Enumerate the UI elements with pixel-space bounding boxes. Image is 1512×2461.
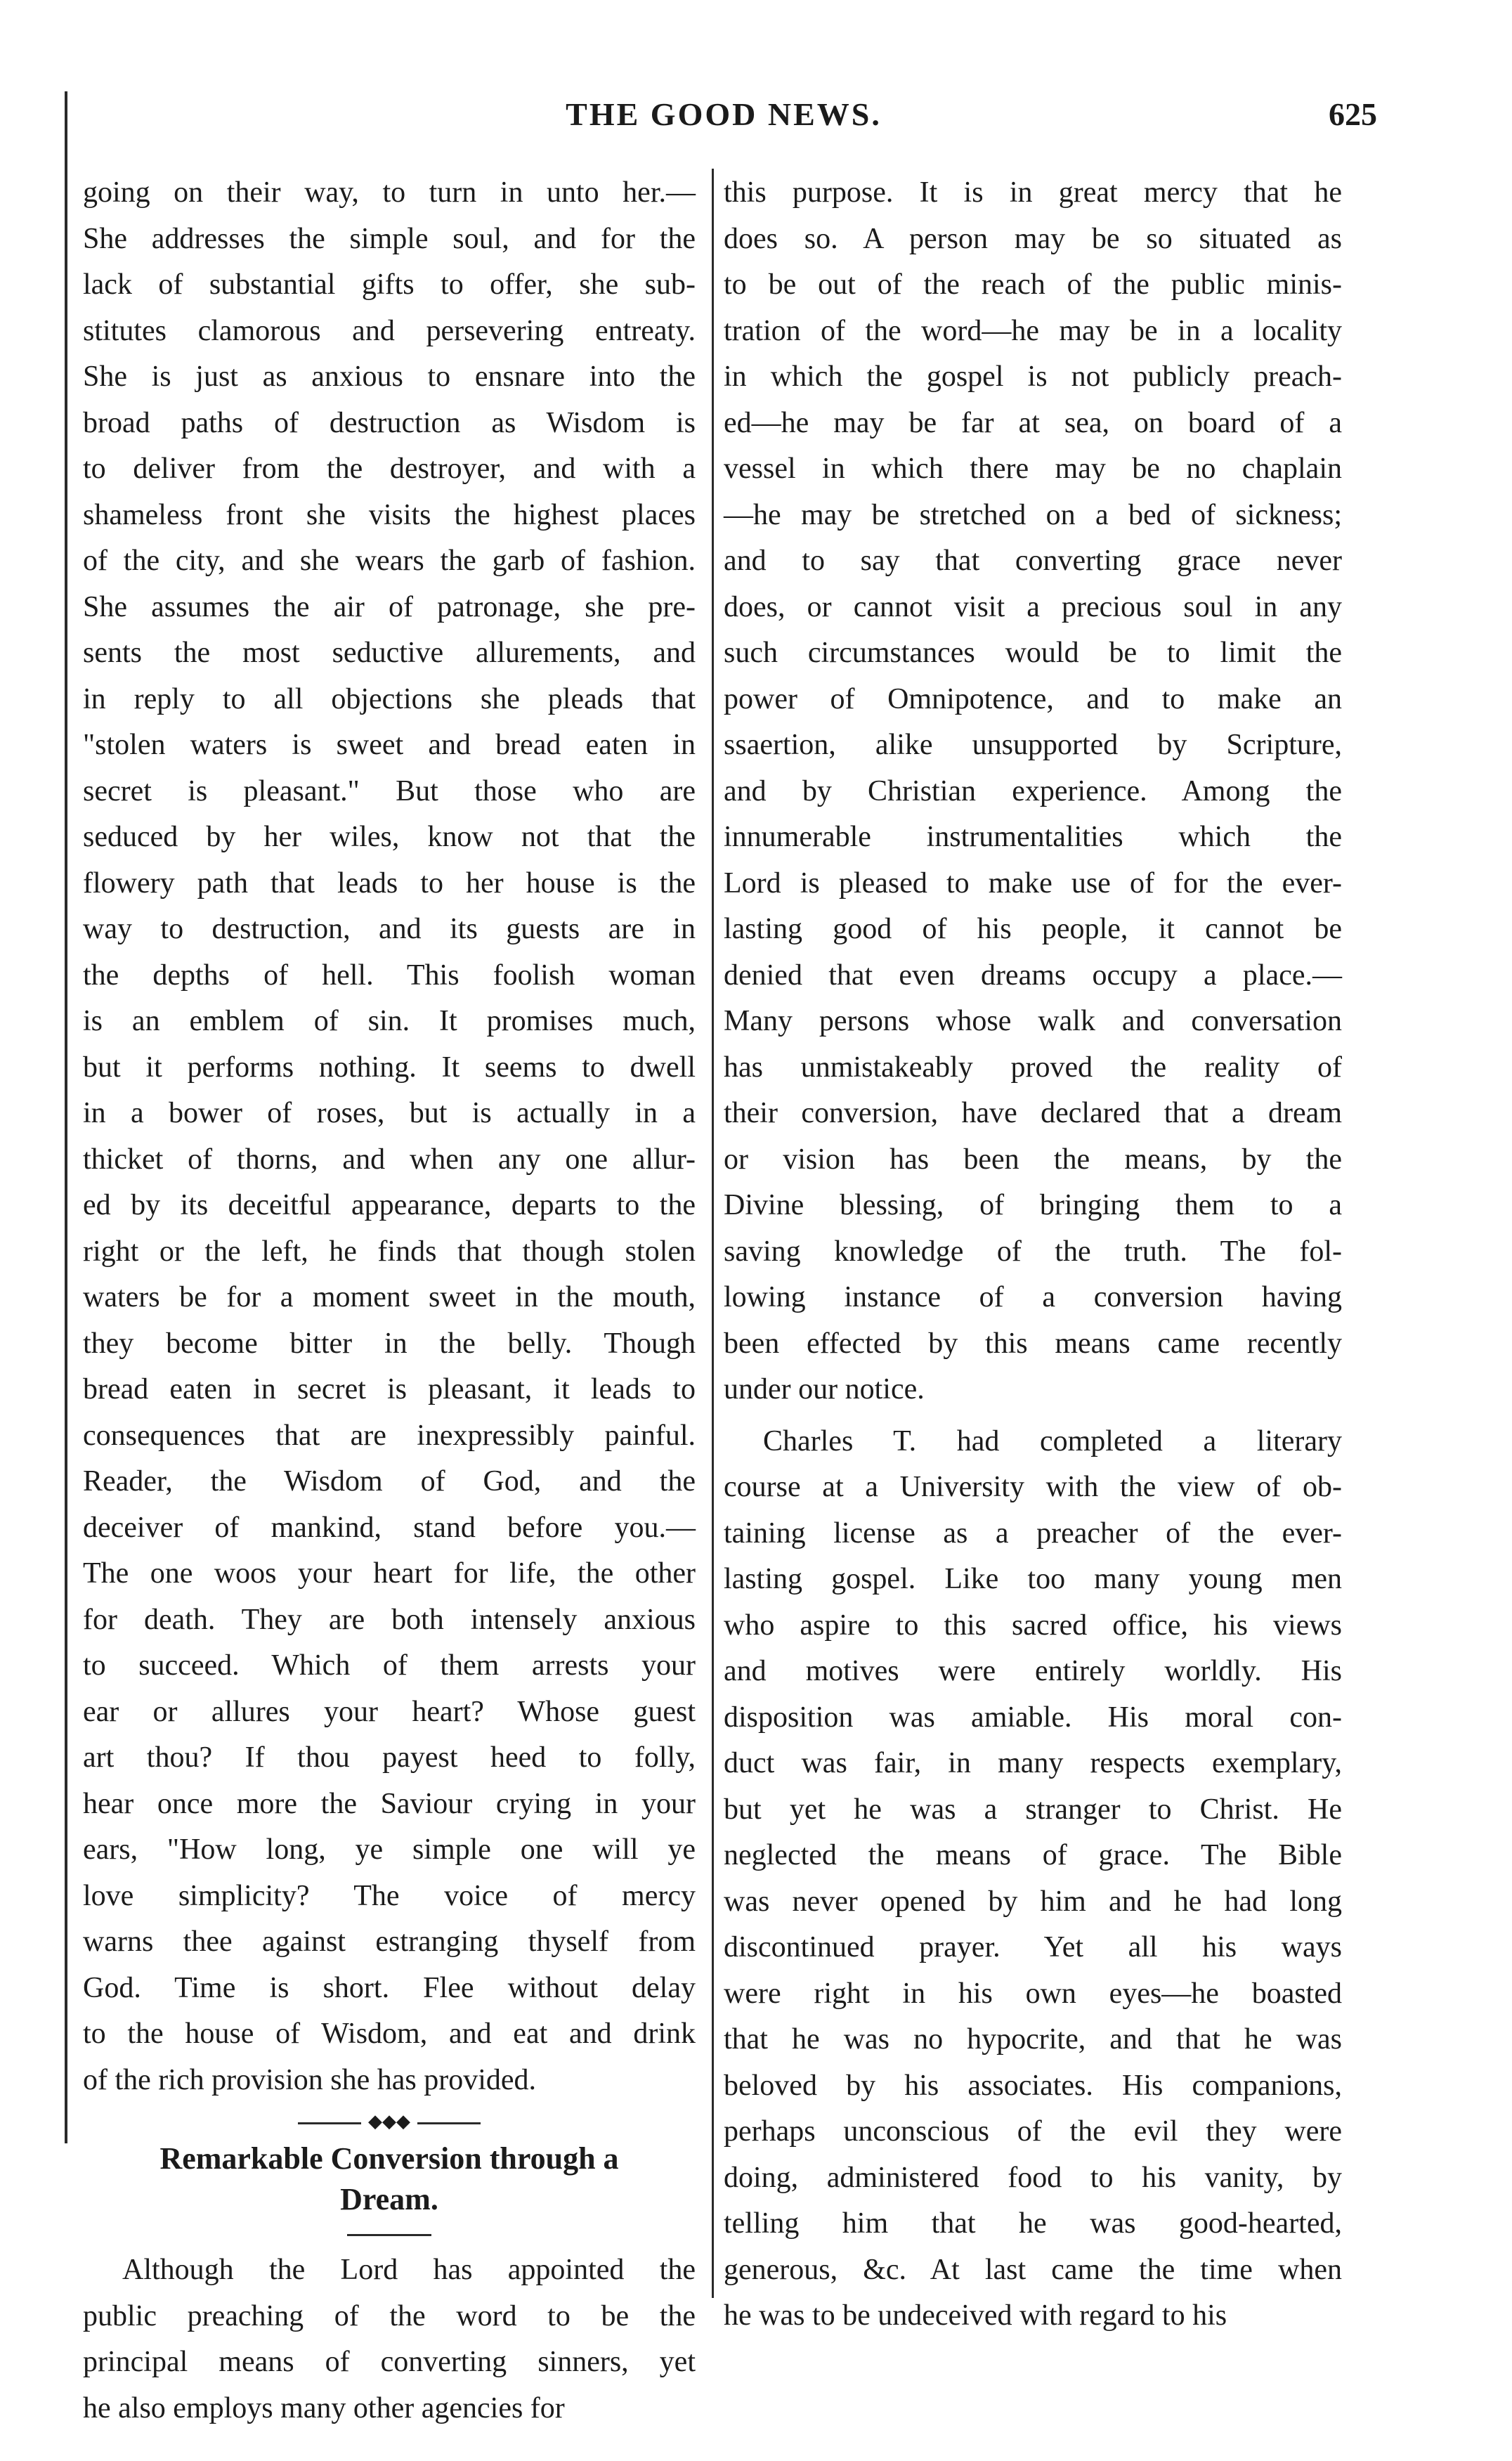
text-line: bread eaten in secret is pleasant, it leads to bbox=[83, 1373, 696, 1405]
text-line: denied that even dreams occupy a place.— bbox=[724, 959, 1342, 992]
text-line: duct was fair, in many respects exemplary, bbox=[724, 1747, 1342, 1779]
text-line: he was to be undeceived with regard to his bbox=[724, 2299, 1227, 2332]
heading-underline-rule bbox=[347, 2234, 431, 2236]
text-line: lasting good of his people, it cannot be bbox=[724, 913, 1342, 945]
text-line: in a bower of roses, but is actually in a bbox=[83, 1097, 696, 1129]
text-line: has unmistakeably proved the reality of bbox=[724, 1051, 1342, 1084]
text-line: going on their way, to turn in unto her.— bbox=[83, 176, 696, 209]
text-line: "stolen waters is sweet and bread eaten in bbox=[83, 729, 696, 761]
text-line: ear or allures your heart? Whose guest bbox=[83, 1695, 696, 1728]
ornament-rule-right bbox=[417, 2122, 481, 2124]
running-head bbox=[70, 96, 1377, 138]
text-line: sents the most seductive allurements, and bbox=[83, 637, 696, 669]
text-line: to the house of Wisdom, and eat and drink bbox=[83, 2018, 696, 2050]
right-column bbox=[724, 170, 1342, 2339]
text-line: love simplicity? The voice of mercy bbox=[83, 1879, 696, 1912]
text-line: beloved by his associates. His companions, bbox=[724, 2069, 1342, 2102]
text-line: Divine blessing, of bringing them to a bbox=[724, 1189, 1342, 1221]
text-line: Charles T. had completed a literary bbox=[763, 1424, 1342, 1457]
text-line: ed by its deceitful appearance, departs to the bbox=[83, 1189, 696, 1221]
text-line: but yet he was a stranger to Christ. He bbox=[724, 1793, 1342, 1826]
text-line: doing, administered food to his vanity, by bbox=[724, 2161, 1342, 2194]
text-line: under our notice. bbox=[724, 1373, 925, 1405]
text-line: discontinued prayer. Yet all his ways bbox=[724, 1931, 1342, 1963]
text-line: hear once more the Saviour crying in your bbox=[83, 1787, 696, 1820]
text-line: Reader, the Wisdom of God, and the bbox=[83, 1465, 696, 1498]
text-line: perhaps unconscious of the evil they were bbox=[724, 2115, 1342, 2148]
text-line: does, or cannot visit a precious soul in any bbox=[724, 590, 1342, 623]
text-line: tration of the word—he may be in a locality bbox=[724, 314, 1342, 347]
right-column-paragraph-2 bbox=[724, 1419, 1342, 2339]
text-line: this purpose. It is in great mercy that he bbox=[724, 176, 1342, 209]
article-heading bbox=[83, 2138, 696, 2220]
text-line: and by Christian experience. Among the bbox=[724, 774, 1342, 807]
text-line: ed—he may be far at sea, on board of a bbox=[724, 406, 1342, 439]
text-line: been effected by this means came recently bbox=[724, 1327, 1342, 1360]
text-line: to be out of the reach of the public minis- bbox=[724, 268, 1342, 301]
text-line: who aspire to this sacred office, his views bbox=[724, 1609, 1342, 1642]
text-line: way to destruction, and its guests are in bbox=[83, 913, 696, 945]
text-line: for death. They are both intensely anxious bbox=[83, 1603, 696, 1636]
text-line: in which the gospel is not publicly preach- bbox=[724, 361, 1342, 393]
text-line: flowery path that leads to her house is the bbox=[83, 866, 696, 900]
text-line: consequences that are inexpressibly painful. bbox=[83, 1419, 696, 1452]
text-line: lowing instance of a conversion having bbox=[724, 1281, 1342, 1313]
text-line: such circumstances would be to limit the bbox=[724, 637, 1342, 669]
ornament-glyph: ◆◆◆ bbox=[368, 2111, 410, 2131]
text-line: innumerable instrumentalities which the bbox=[724, 821, 1342, 853]
text-line: but it performs nothing. It seems to dwell bbox=[83, 1051, 696, 1084]
text-line: was never opened by him and he had long bbox=[724, 1885, 1342, 1918]
text-line: taining license as a preacher of the ever- bbox=[724, 1517, 1342, 1550]
text-line: lack of substantial gifts to offer, she sub- bbox=[83, 268, 696, 301]
text-line: thicket of thorns, and when any one allur- bbox=[83, 1143, 696, 1176]
text-line: of the city, and she wears the garb of fashion. bbox=[83, 545, 696, 577]
text-line: and to say that converting grace never bbox=[724, 545, 1342, 577]
text-line: Although the Lord has appointed the bbox=[122, 2254, 696, 2286]
text-line: seduced by her wiles, know not that the bbox=[83, 821, 696, 853]
running-title: THE GOOD NEWS. bbox=[566, 96, 882, 132]
left-column-text bbox=[83, 170, 696, 2103]
text-line: ears, "How long, ye simple one will ye bbox=[83, 1833, 696, 1866]
text-line: ssaertion, alike unsupported by Scripture, bbox=[724, 729, 1342, 761]
text-line: in reply to all objections she pleads that bbox=[83, 682, 696, 715]
text-line: they become bitter in the belly. Though bbox=[83, 1327, 696, 1360]
text-line: their conversion, have declared that a dream bbox=[724, 1097, 1342, 1129]
text-line: God. Time is short. Flee without delay bbox=[83, 1971, 696, 2004]
text-line: She is just as anxious to ensnare into the bbox=[83, 361, 696, 393]
article-opening-text bbox=[83, 2247, 696, 2431]
text-line: broad paths of destruction as Wisdom is bbox=[83, 406, 696, 439]
text-line: principal means of converting sinners, yet bbox=[83, 2346, 696, 2378]
text-line: does so. A person may be so situated as bbox=[724, 222, 1342, 255]
right-column-text bbox=[724, 170, 1342, 1413]
text-line: neglected the means of grace. The Bible bbox=[724, 1839, 1342, 1871]
text-line: is an emblem of sin. It promises much, bbox=[83, 1005, 696, 1037]
text-line: stitutes clamorous and persevering entreaty. bbox=[83, 314, 696, 347]
text-line: lasting gospel. Like too many young men bbox=[724, 1563, 1342, 1595]
text-line: vessel in which there may be no chaplain bbox=[724, 453, 1342, 485]
text-line: and motives were entirely worldly. His bbox=[724, 1655, 1342, 1687]
text-line: waters be for a moment sweet in the mouth, bbox=[83, 1281, 696, 1313]
text-line: art thou? If thou payest heed to folly, bbox=[83, 1741, 696, 1774]
text-line: of the rich provision she has provided. bbox=[83, 2063, 537, 2096]
text-line: he also employs many other agencies for bbox=[83, 2391, 565, 2424]
text-line: secret is pleasant." But those who are bbox=[83, 774, 696, 807]
text-line: right or the left, he finds that though stolen bbox=[83, 1235, 696, 1268]
article-heading-line-2: Dream. bbox=[340, 2182, 438, 2216]
text-line: telling him that he was good-hearted, bbox=[724, 2207, 1342, 2240]
section-ornament bbox=[83, 2108, 696, 2136]
text-line: warns thee against estranging thyself from bbox=[83, 1926, 696, 1958]
text-line: She assumes the air of patronage, she pre- bbox=[83, 590, 696, 623]
text-line: generous, &c. At last came the time when bbox=[724, 2253, 1342, 2286]
text-line: public preaching of the word to be the bbox=[83, 2299, 696, 2332]
text-line: deceiver of mankind, stand before you.— bbox=[83, 1511, 696, 1544]
text-line: were right in his own eyes—he boasted bbox=[724, 1977, 1342, 2010]
text-line: that he was no hypocrite, and that he was bbox=[724, 2023, 1342, 2056]
text-line: She addresses the simple soul, and for the bbox=[83, 222, 696, 255]
text-line: The one woos your heart for life, the other bbox=[83, 1557, 696, 1590]
column-divider-rule bbox=[712, 169, 714, 2298]
ornament-rule-left bbox=[298, 2122, 361, 2124]
text-line: the depths of hell. This foolish woman bbox=[83, 959, 696, 992]
left-column bbox=[83, 170, 696, 2431]
text-line: to deliver from the destroyer, and with a bbox=[83, 453, 696, 485]
text-line: power of Omnipotence, and to make an bbox=[724, 682, 1342, 715]
text-line: disposition was amiable. His moral con- bbox=[724, 1701, 1342, 1734]
text-line: course at a University with the view of ob- bbox=[724, 1471, 1342, 1503]
page-number: 625 bbox=[1329, 96, 1377, 132]
text-line: saving knowledge of the truth. The fol- bbox=[724, 1235, 1342, 1268]
text-line: Many persons whose walk and conversation bbox=[724, 1005, 1342, 1037]
text-line: or vision has been the means, by the bbox=[724, 1143, 1342, 1176]
text-line: to succeed. Which of them arrests your bbox=[83, 1649, 696, 1682]
text-line: —he may be stretched on a bed of sickness; bbox=[724, 498, 1342, 531]
text-line: shameless front she visits the highest places bbox=[83, 498, 696, 531]
left-margin-rule bbox=[65, 91, 67, 2143]
text-line: Lord is pleased to make use of for the ever- bbox=[724, 866, 1342, 900]
article-heading-line-1: Remarkable Conversion through a bbox=[159, 2141, 619, 2176]
